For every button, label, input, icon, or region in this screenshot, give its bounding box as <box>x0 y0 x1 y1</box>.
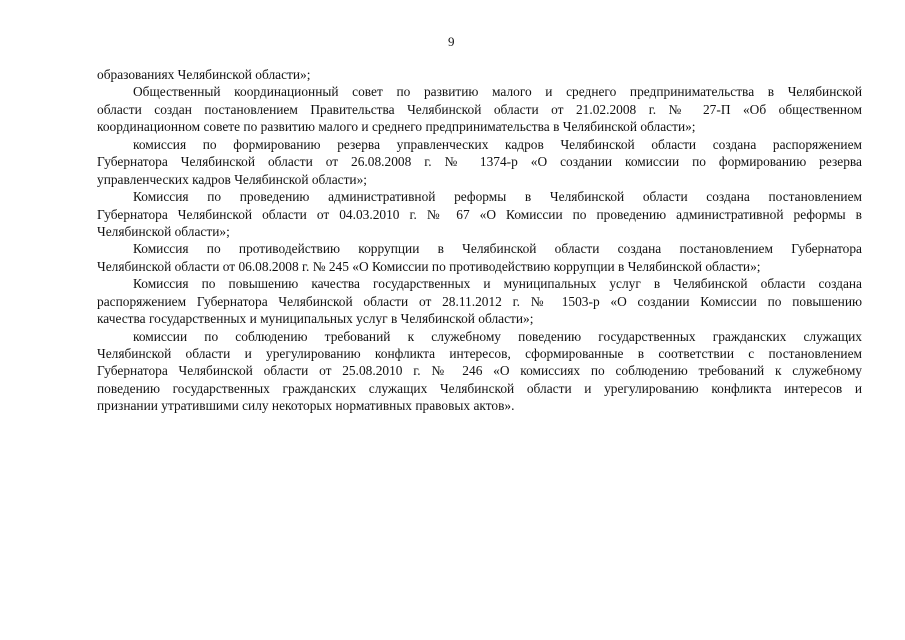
text-line: Губернатора Челябинской области от 25.08.2010 г. № 246 «О комиссиях по соблюдению требований к служебному <box>97 363 862 379</box>
text-line: Челябинской области от 06.08.2008 г. № 245 «О Комиссии по противодействию коррупции в Челябинской области»; <box>97 258 761 274</box>
page-number: 9 <box>448 34 455 49</box>
paragraph <box>97 275 862 327</box>
text-line: Губернатора Челябинской области от 04.03.2010 г. № 67 «О Комиссии по проведению административной реформы в <box>97 206 862 222</box>
text-line: Челябинской области и урегулированию конфликта интересов, сформированные в соответствии с постановлением <box>97 346 862 361</box>
paragraph <box>97 66 862 83</box>
text-line: управленческих кадров Челябинской области»; <box>97 171 368 187</box>
text-line: Комиссия по противодействию коррупции в Челябинской области создана постановлением Губернатора <box>133 241 862 257</box>
text-line: Комиссия по проведению административной реформы в Челябинской области создана постановлением <box>133 189 862 205</box>
text-line: комиссии по соблюдению требований к служебному поведению государственных гражданских служащих <box>133 328 862 344</box>
text-line: координационном совете по развитию малого и среднего предпринимательства в Челябинской области»; <box>97 119 696 135</box>
document-body <box>97 66 862 415</box>
text-line: распоряжением Губернатора Челябинской области от 28.11.2012 г. № 1503-р «О создании Комиссии по повышению <box>97 293 862 309</box>
text-line: Общественный координационный совет по развитию малого и среднего предпринимательства в Челябинской <box>133 84 862 100</box>
text-line: образованиях Челябинской области»; <box>97 67 311 82</box>
paragraph <box>97 328 862 415</box>
paragraph <box>97 240 862 275</box>
paragraph <box>97 83 862 135</box>
paragraph <box>97 188 862 240</box>
paragraph <box>97 136 862 188</box>
text-line: Губернатора Челябинской области от 26.08.2008 г. № 1374-р «О создании комиссии по формированию резерва <box>97 154 862 170</box>
text-line: Челябинской области»; <box>97 223 230 239</box>
text-line: поведению государственных гражданских служащих Челябинской области и урегулированию конфликта интересов и <box>97 380 862 396</box>
text-line: области создан постановлением Правительства Челябинской области от 21.02.2008 г. № 27-П «Об общественном <box>97 101 862 117</box>
text-line: качества государственных и муниципальных услуг в Челябинской области»; <box>97 311 534 327</box>
text-line: признании утратившими силу некоторых нормативных правовых актов». <box>97 398 515 414</box>
text-line: комиссия по формированию резерва управленческих кадров Челябинской области создана распоряжением <box>133 136 862 152</box>
text-line: Комиссия по повышению качества государственных и муниципальных услуг в Челябинской области создана <box>133 276 862 292</box>
